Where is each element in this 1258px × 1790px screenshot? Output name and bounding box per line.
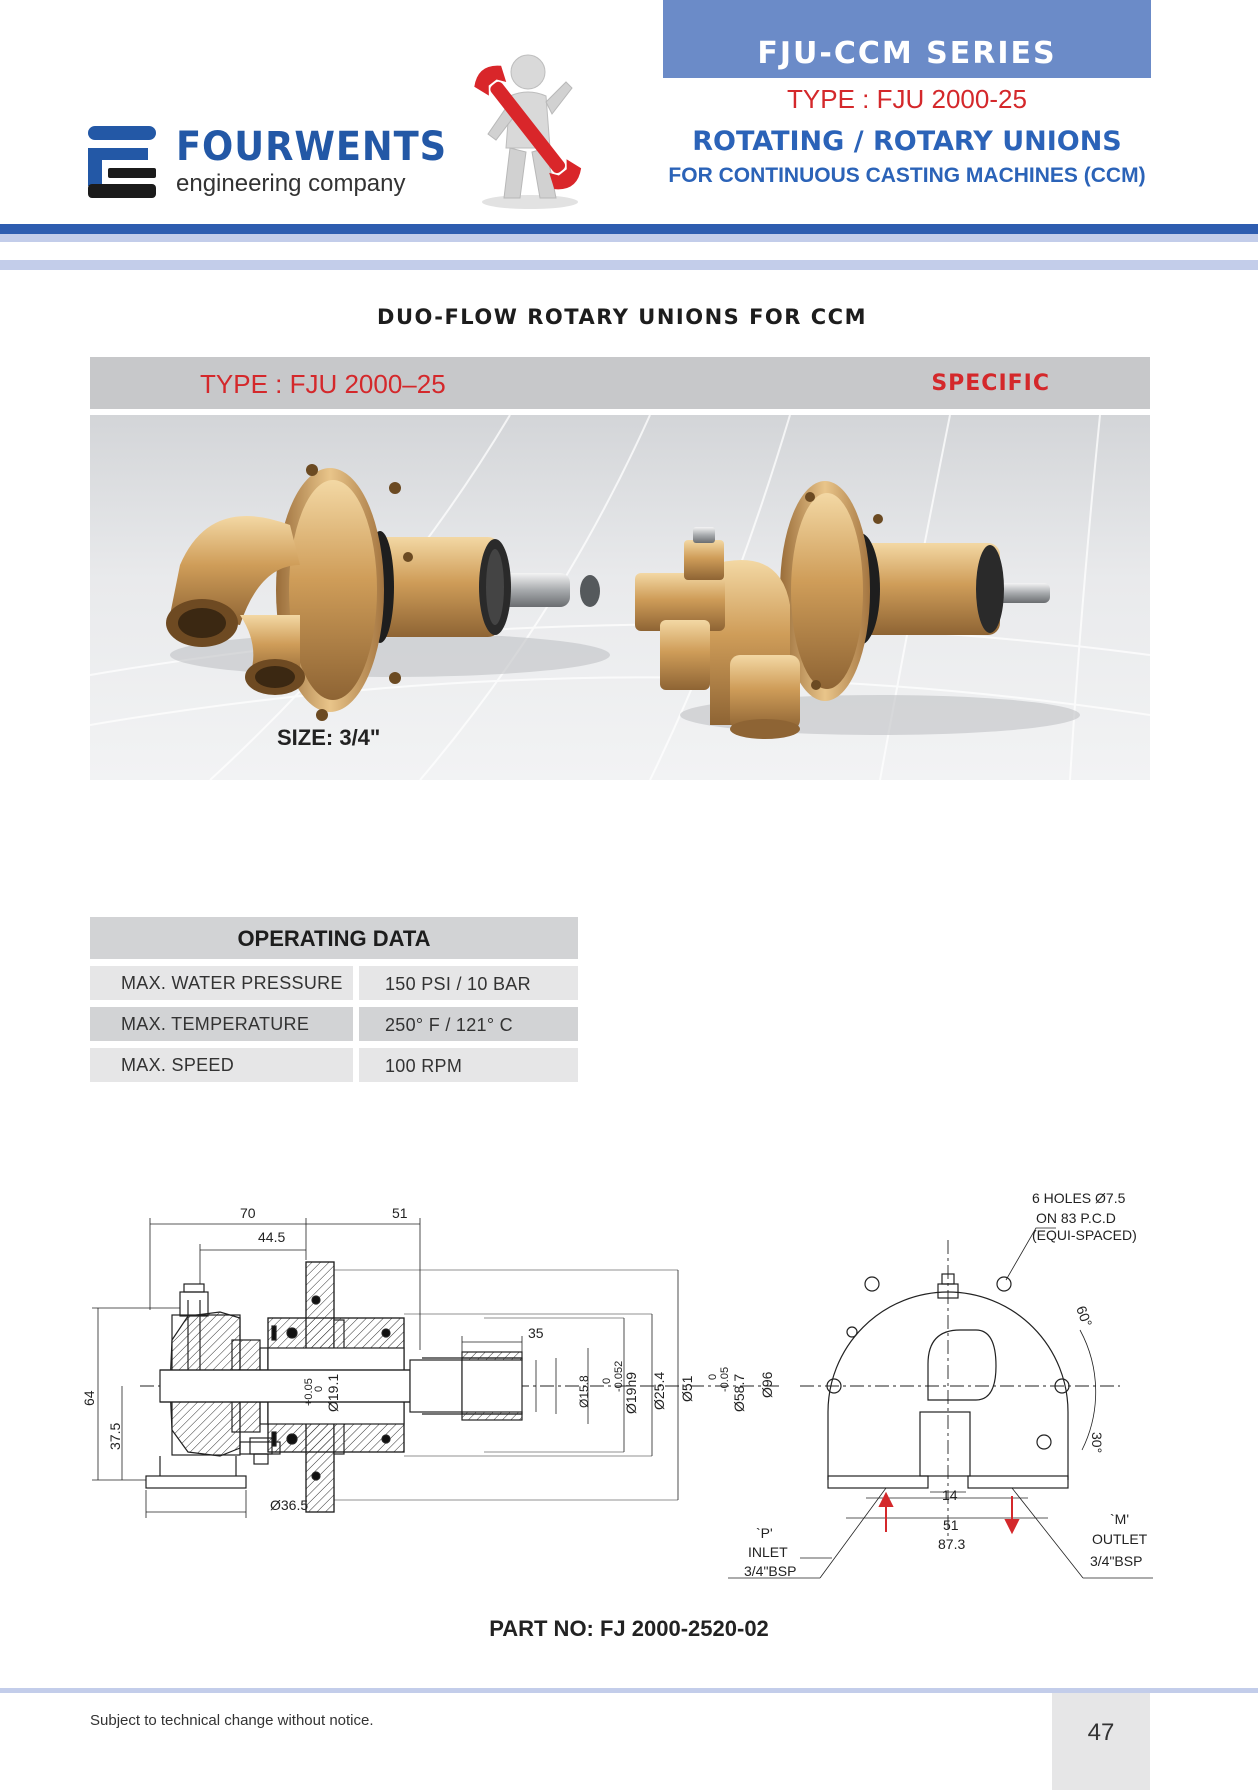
header-product: ROTATING / ROTARY UNIONS <box>692 126 1122 157</box>
inlet-label: INLET <box>748 1544 788 1560</box>
mascot-wrench-icon <box>470 52 600 212</box>
type-label: TYPE : FJU 2000–25 <box>200 369 446 399</box>
section-title: DUO-FLOW ROTARY UNIONS FOR CCM <box>377 305 867 329</box>
header-rule-light-2 <box>0 260 1258 270</box>
row-label: MAX. WATER PRESSURE <box>90 966 353 1000</box>
dim-35: 35 <box>528 1325 544 1341</box>
dim-44-5: 44.5 <box>258 1229 286 1245</box>
dim-25-4: Ø25.4 <box>651 1371 667 1410</box>
brand-tagline: engineering company <box>176 170 406 197</box>
table-row <box>90 1048 578 1082</box>
angle-30: 30° <box>1089 1432 1105 1454</box>
holes-note-spacing: (EQUI-SPACED) <box>1032 1227 1137 1243</box>
dim-tol-2: 0 <box>601 1377 613 1384</box>
dim-14: 14 <box>942 1487 958 1503</box>
outlet-label-m: `M' <box>1110 1511 1129 1527</box>
header-rule-dark <box>0 224 1258 234</box>
dim-64: 64 <box>81 1390 97 1406</box>
dim-tol-2b: -0.052 <box>613 1360 625 1392</box>
dim-70: 70 <box>240 1205 256 1221</box>
outlet-bsp: 3/4"BSP <box>1090 1553 1143 1569</box>
dim-tol-3: 0 <box>707 1373 719 1380</box>
page-number: 47 <box>1087 1719 1115 1746</box>
inlet-label-p: `P' <box>756 1525 773 1541</box>
table-row <box>90 966 578 1000</box>
dim-51: 51 <box>392 1205 408 1221</box>
dim-tol-1: +0.05 <box>303 1378 315 1406</box>
row-value: 100 RPM <box>359 1048 578 1082</box>
header-type: TYPE : FJU 2000-25 <box>787 84 1027 114</box>
holes-note: 6 HOLES Ø7.5 <box>1032 1190 1126 1206</box>
operating-data-title: OPERATING DATA <box>90 917 578 959</box>
dim-19-1: Ø19.1 <box>325 1373 341 1412</box>
dim-tol-1b: 0 <box>313 1385 325 1392</box>
brand-name: FOURWENTS <box>176 124 448 170</box>
technical-drawing <box>80 1180 1160 1580</box>
dim-15-8: Ø15.8 <box>577 1375 591 1408</box>
outlet-label: OUTLET <box>1092 1531 1148 1547</box>
specific-tag: SPECIFIC <box>931 371 1050 396</box>
dim-96: Ø96 <box>759 1371 775 1398</box>
dim-51-end: 51 <box>943 1517 959 1533</box>
footer-note: Subject to technical change without notice. <box>90 1712 374 1729</box>
product-photo <box>90 415 1150 780</box>
holes-note-pcd: ON 83 P.C.D <box>1036 1210 1116 1226</box>
series-title: FJU-CCM SERIES <box>757 36 1057 71</box>
header-application: FOR CONTINUOUS CASTING MACHINES (CCM) <box>668 164 1146 187</box>
operating-data-table <box>90 917 578 1082</box>
angle-60: 60° <box>1073 1303 1096 1329</box>
brand-logo <box>88 124 448 204</box>
table-row <box>90 1007 578 1041</box>
row-value: 250° F / 121° C <box>359 1007 578 1041</box>
fourwents-logo-icon <box>88 126 156 198</box>
dim-58-7: Ø58.7 <box>731 1373 747 1412</box>
dim-87-3: 87.3 <box>938 1536 966 1552</box>
part-number: PART NO: FJ 2000-2520-02 <box>489 1616 769 1641</box>
type-bar <box>90 357 1150 409</box>
dim-36-5: Ø36.5 <box>270 1497 309 1513</box>
dim-51b: Ø51 <box>679 1375 695 1402</box>
page-number-box <box>1052 1693 1150 1790</box>
row-label: MAX. SPEED <box>90 1048 353 1082</box>
row-label: MAX. TEMPERATURE <box>90 1007 353 1041</box>
row-value: 150 PSI / 10 BAR <box>359 966 578 1000</box>
size-label: SIZE: 3/4" <box>277 725 381 750</box>
inlet-bsp: 3/4"BSP <box>744 1563 797 1579</box>
dim-tol-3b: -0.05 <box>719 1366 731 1392</box>
dim-19h9: Ø19h9 <box>623 1371 639 1414</box>
header-rule-light <box>0 234 1258 242</box>
dim-37-5: 37.5 <box>107 1422 123 1450</box>
rotary-union-illustration <box>90 415 1150 780</box>
